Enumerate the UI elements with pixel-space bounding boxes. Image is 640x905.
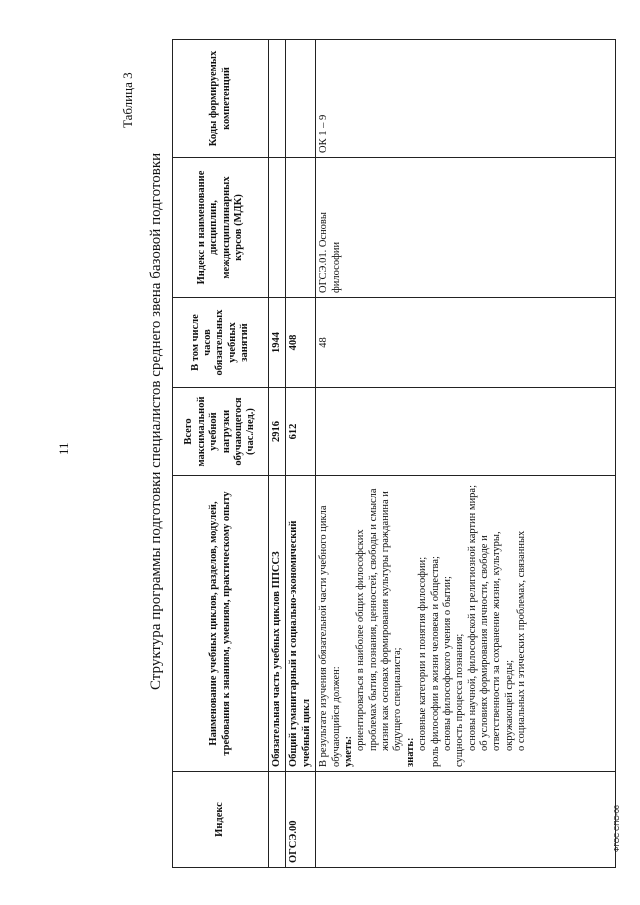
page-number: 11	[56, 442, 71, 455]
header-hours: В том числе часов обязательных учебных занятий	[173, 298, 269, 388]
header-index: Индекс	[173, 772, 269, 868]
cell-empty	[286, 158, 316, 298]
znat-item: основы философского учения о бытии;	[441, 576, 453, 751]
cell-empty	[316, 388, 616, 476]
footer-code: ФГОС СПО-06	[614, 805, 621, 852]
philosophy-hours: 48	[316, 298, 616, 388]
znat-heading: знать:	[404, 737, 416, 767]
znat-item: сущность процесса познания;	[454, 633, 466, 767]
znat-item: основные категории и понятия философии;	[417, 556, 429, 751]
ogse-total: 612	[286, 388, 316, 476]
znat-item: об условиях формирования личности, свободе и ответственности за сохранение жизни, культуры, окружающей среды;	[479, 531, 515, 751]
header-codes: Коды формируемых компетенций	[173, 40, 269, 158]
header-name: Наименование учебных циклов, разделов, модулей, требования к знаниям, умениям, практическому опыту	[173, 476, 269, 772]
table-row	[316, 40, 616, 868]
header-disciplines: Индекс и наименование дисциплин, междисциплинарных курсов (МДК)	[173, 158, 269, 298]
table-caption: Структура программы подготовки специалистов среднего звена базовой подготовки	[148, 152, 164, 690]
philosophy-codes: ОК 1 – 9	[316, 40, 616, 158]
cell-empty	[286, 40, 316, 158]
umet-heading: уметь:	[342, 735, 354, 767]
curriculum-table	[172, 39, 616, 868]
znat-item: роль философии в жизни человека и общества;	[429, 556, 441, 767]
umet-item: ориентироваться в наиболее общих философских проблемах бытия, познания, ценностей, свободы и смысла жизни как основах формирования культуры гражданина и будущего специалиста;	[355, 488, 404, 751]
table-row	[286, 40, 316, 868]
ogse-index: ОГСЭ.00	[286, 772, 316, 868]
table-row	[269, 40, 286, 868]
philosophy-discipline: ОГСЭ.01. Основы философии	[316, 158, 616, 298]
requirements-cell	[316, 476, 616, 772]
ogse-hours: 408	[286, 298, 316, 388]
znat-item: о социальных и этических проблемах, связанных	[516, 530, 528, 751]
table-label: Таблица 3	[120, 72, 135, 128]
znat-item: основы научной, философской и религиозной картин мира;	[466, 484, 478, 751]
cell-empty	[269, 772, 286, 868]
requirements-intro: В результате изучения обязательной части учебного цикла обучающийся должен:	[318, 505, 342, 767]
mandatory-part-name: Обязательная часть учебных циклов ППССЗ	[269, 476, 286, 772]
mandatory-hours: 1944	[269, 298, 286, 388]
cell-empty	[269, 158, 286, 298]
cell-empty	[316, 772, 616, 868]
mandatory-total: 2916	[269, 388, 286, 476]
cell-empty	[269, 40, 286, 158]
table-header-row	[173, 40, 269, 868]
ogse-name: Общий гуманитарный и социально-экономический учебный цикл	[286, 476, 316, 772]
header-total: Всего максимальной учебной нагрузки обучающегося (час./нед.)	[173, 388, 269, 476]
